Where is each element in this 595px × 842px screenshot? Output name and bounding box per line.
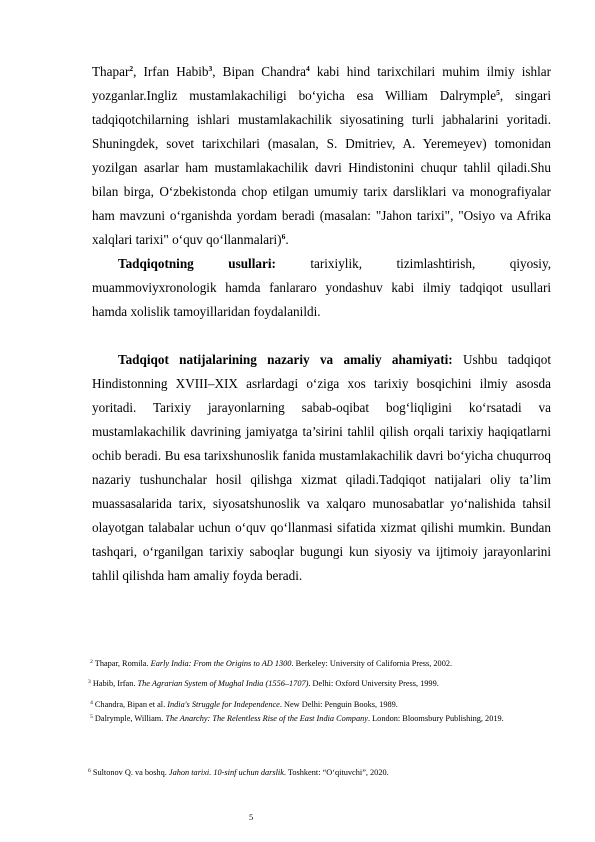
footnote-6: $^6$ Sultonov Q. va boshq. Jahon tarixi. 10-sinf uchun darslik. Toshkent: “O‘qituvchi”, 2020. (88, 768, 389, 777)
footnote-3: $^3$ Habib, Irfan. The Agrarian System of Mughal India (1556–1707). Delhi: Oxford University Press, 1999. (88, 679, 439, 688)
significance-heading: Tadqiqot natijalarining nazariy va amaliy ahamiyati: (118, 352, 453, 367)
footnote-5: $^5$ Dalrymple, William. The Anarchy: The Relentless Rise of the East India Company. London: Bloomsbury Publishing, 2019. (90, 714, 504, 723)
footnote-4: $^4$ Chandra, Bipan et al. India's Struggle for Independence. New Delhi: Penguin Books, 1989. (90, 700, 398, 709)
paragraph-methods: Tadqiqotning usullari: tarixiylik, tizimlashtirish, qiyosiy, muammoviyxronologik hamda fanlararo yondashuv kabi ilmiy tadqiqot usullari hamda xolislik tamoyillaridan foydalanildi. (92, 256, 551, 319)
paragraph-significance: Tadqiqot natijalarining nazariy va amaliy ahamiyati: Ushbu tadqiqot Hindistonning XVIII–XIX asrlardagi o‘ziga xos tarixiy bosqichini ilmiy asosda yoritadi. Tarixiy jarayonlarning sabab-oqibat bog‘liqligini ko‘rsatadi va mustamlakachilik davrining jamiyatga ta’sirini tahlil qilish orqali tarixiy haqiqatlarni ochib beradi. Bu esa tarixshunoslik fanida mustamlakachilik davri bo‘yicha chuqurroq nazariy tushunchalar hosil qilishga xizmat qiladi.Tadqiqot natijalari oliy ta’lim muassasalarida tarix, siyosatshunoslik va xalqaro munosabatlar yo‘nalishida tahsil olayotgan talabalar uchun o‘quv qo‘llanmasi sifatida xizmat qilishi mumkin. Bundan tashqari, o‘rganilgan tarixiy saboqlar bugungi kun siyosiy va ijtimoiy jarayonlarini tahlil qilishda ham amaliy foyda beradi. (92, 352, 551, 583)
footnote-ref-5: 5 (496, 88, 500, 97)
footnote-2: $^2$ Thapar, Romila. Early India: From the Origins to AD 1300. Berkeley: University of California Press, 2002. (90, 659, 453, 668)
footnote-ref-6: 6 (281, 232, 286, 241)
methods-heading: Tadqiqotning usullari: (118, 256, 276, 271)
footnote-ref-2: 2 (129, 64, 134, 73)
paragraph-historiography: Thapar$^2$, Irfan Habib$^3$, Bipan Chandra$^4$ kabi hind tarixchilari muhim ilmiy ishlar yozganlar.Ingliz mustamlakachiligi bo‘yicha esa William Dalrymple$^5$, singari tadqiqotchilarning ishlari mustamlakachilik siyosatining turli jabhalarini yoritadi. Shuningdek, sovet tarixchilari (masalan, S. Dmitriev, A. Yeremeyev) tomonidan yozilgan asarlar ham mustamlakachilik davri Hindistonini chuqur tahlil qiladi.Shu bilan birga, O‘zbekistonda chop etilgan umumiy tarix darsliklari va monografiyalar ham mavzuni o‘rganishda yordam beradi (masalan: "Jahon tarixi", "Osiyo va Afrika xalqlari tarixi" o‘quv qo‘llanmalari)$^6$. (92, 64, 551, 247)
footnote-ref-4: 4 (305, 64, 310, 73)
page-number: 5 (249, 813, 254, 822)
footnote-ref-3: 3 (208, 64, 213, 73)
